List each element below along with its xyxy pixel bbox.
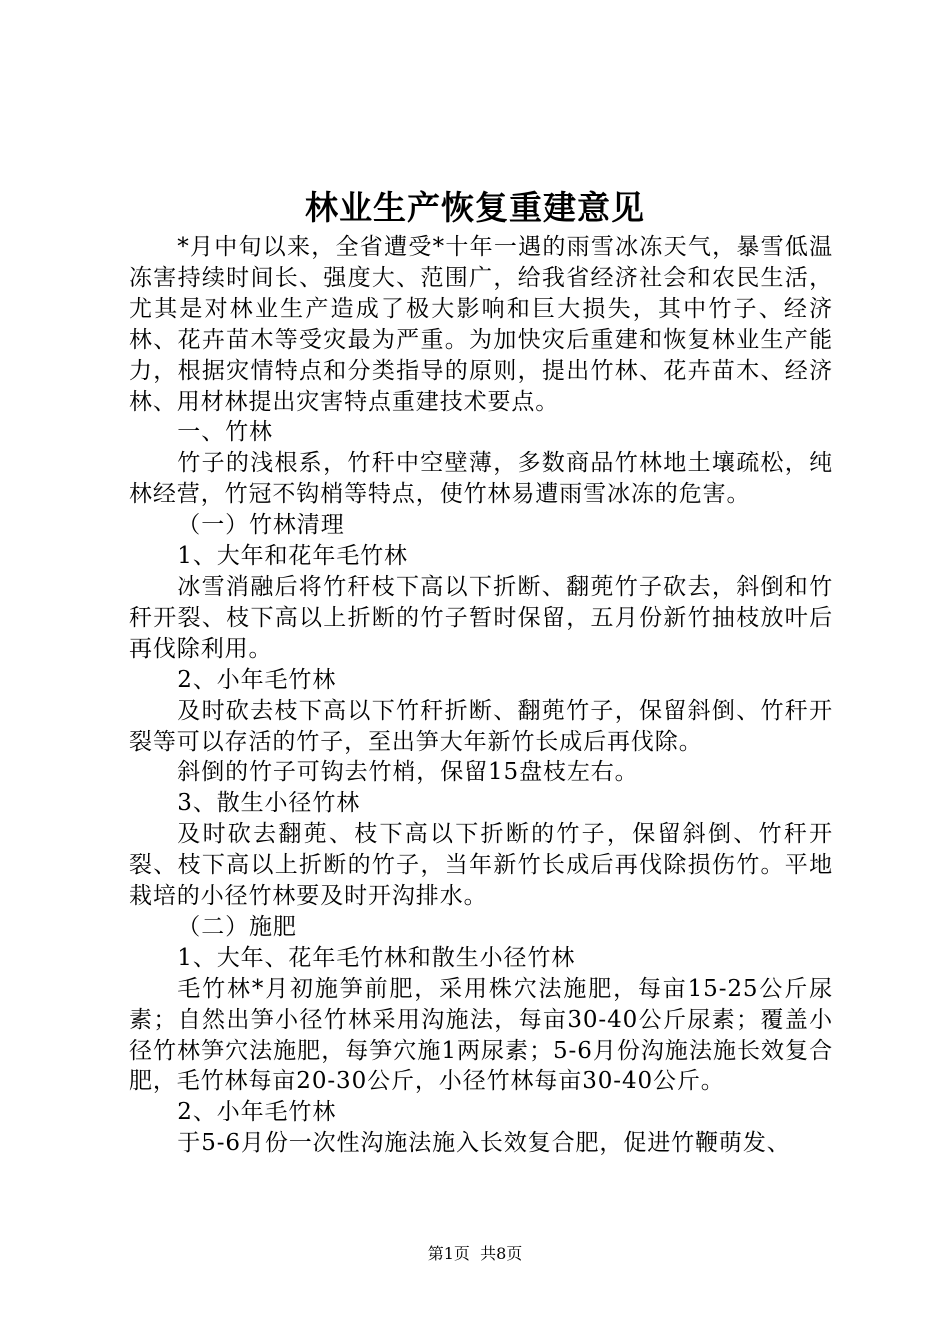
subsection-heading: （二）施肥: [177, 913, 297, 940]
paragraph: 毛竹林*月初施笋前肥，采用株穴法施肥，每亩15-25公斤尿素；自然出笋小径竹林采用沟施法，每亩30-40公斤尿素；覆盖小径竹林笋穴法施肥，每笋穴施1两尿素；5-6月份沟施法施长效复合肥，毛竹林每亩20-30公斤，小径竹林每亩30-40公斤。: [129, 975, 833, 1095]
paragraph: *月中旬以来，全省遭受*十年一遇的雨雪冰冻天气，暴雪低温冻害持续时间长、强度大、范围广，给我省经济社会和农民生活，尤其是对林业生产造成了极大影响和巨大损失，其中竹子、经济林、花卉苗木等受灾最为严重。为加快灾后重建和恢复林业生产能力，根据灾情特点和分类指导的原则，提出竹林、花卉苗木、经济林、用材林提出灾害特点重建技术要点。: [129, 234, 833, 415]
section-heading: 一、竹林: [177, 419, 273, 446]
paragraph: 及时砍去枝下高以下竹秆折断、翻蔸竹子，保留斜倒、竹秆开裂等可以存活的竹子，至出笋大年新竹长成后再伐除。: [129, 697, 833, 755]
paragraph: 斜倒的竹子可钩去竹梢，保留15盘枝左右。: [177, 759, 639, 786]
paragraph: 冰雪消融后将竹秆枝下高以下折断、翻蔸竹子砍去，斜倒和竹秆开裂、枝下高以上折断的竹子暂时保留，五月份新竹抽枝放叶后再伐除利用。: [129, 573, 833, 662]
paragraph: 于5-6月份一次性沟施法施入长效复合肥，促进竹鞭萌发、: [177, 1130, 791, 1157]
page-footer: [0, 1242, 950, 1266]
document-title: 林业生产恢复重建意见: [305, 188, 645, 227]
page-total: 共8页: [480, 1244, 523, 1263]
page-number: 第1页: [427, 1244, 470, 1263]
subsection-heading: （一）竹林清理: [177, 512, 345, 539]
item-heading: 3、散生小径竹林: [177, 790, 361, 817]
item-heading: 2、小年毛竹林: [177, 1099, 337, 1126]
document-body: [129, 232, 833, 1159]
paragraph: 及时砍去翻蔸、枝下高以下折断的竹子，保留斜倒、竹秆开裂、枝下高以上折断的竹子，当年新竹长成后再伐除损伤竹。平地栽培的小径竹林要及时开沟排水。: [129, 821, 833, 910]
item-heading: 2、小年毛竹林: [177, 666, 337, 693]
item-heading: 1、大年、花年毛竹林和散生小径竹林: [177, 944, 576, 971]
footer-spacer: [470, 1244, 480, 1263]
item-heading: 1、大年和花年毛竹林: [177, 543, 408, 570]
paragraph: 竹子的浅根系，竹秆中空壁薄，多数商品竹林地土壤疏松，纯林经营，竹冠不钩梢等特点，使竹林易遭雨雪冰冻的危害。: [129, 450, 833, 508]
